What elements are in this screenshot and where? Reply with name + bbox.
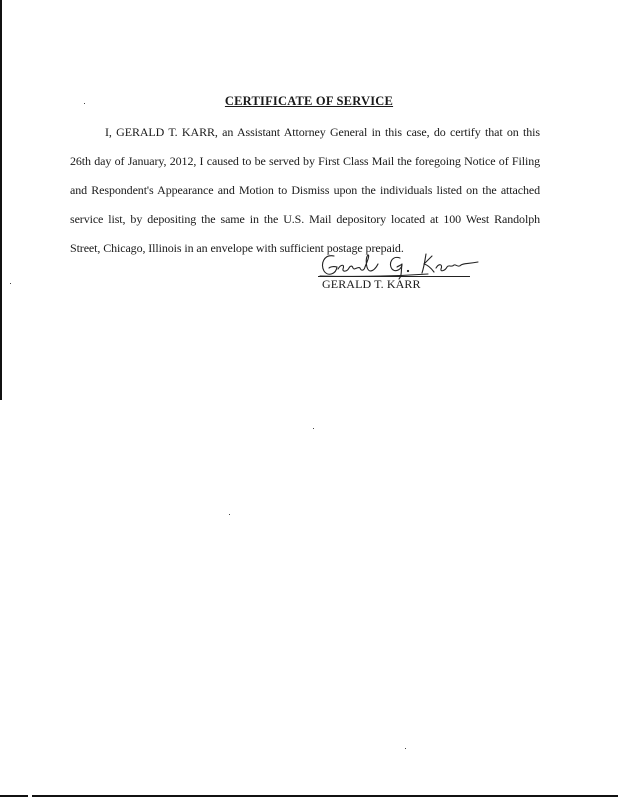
signer-name: GERALD T. KARR xyxy=(322,277,421,291)
scan-speck xyxy=(10,283,11,284)
scan-speck xyxy=(229,514,230,515)
certificate-title: CERTIFICATE OF SERVICE xyxy=(224,94,394,108)
certificate-body: I, GERALD T. KARR, an Assistant Attorney General in this case, do certify that on this 26th day of January, 2012, I caused to be served by First Class Mail the foregoing Notice of Filing and Respondent's Appearance and Motion to Dismiss upon the individuals listed on the attached service list, by depositing the same in the U.S. Mail depository located at 100 West Randolph Street, Chicago, Illinois in an envelope with sufficient postage prepaid. xyxy=(70,125,540,255)
scan-speck xyxy=(84,103,85,104)
scan-left-edge xyxy=(0,0,2,400)
scan-speck xyxy=(405,748,406,749)
scan-speck xyxy=(313,428,314,429)
scan-bottom-edge xyxy=(0,795,618,797)
scan-bottom-gap xyxy=(28,794,32,798)
